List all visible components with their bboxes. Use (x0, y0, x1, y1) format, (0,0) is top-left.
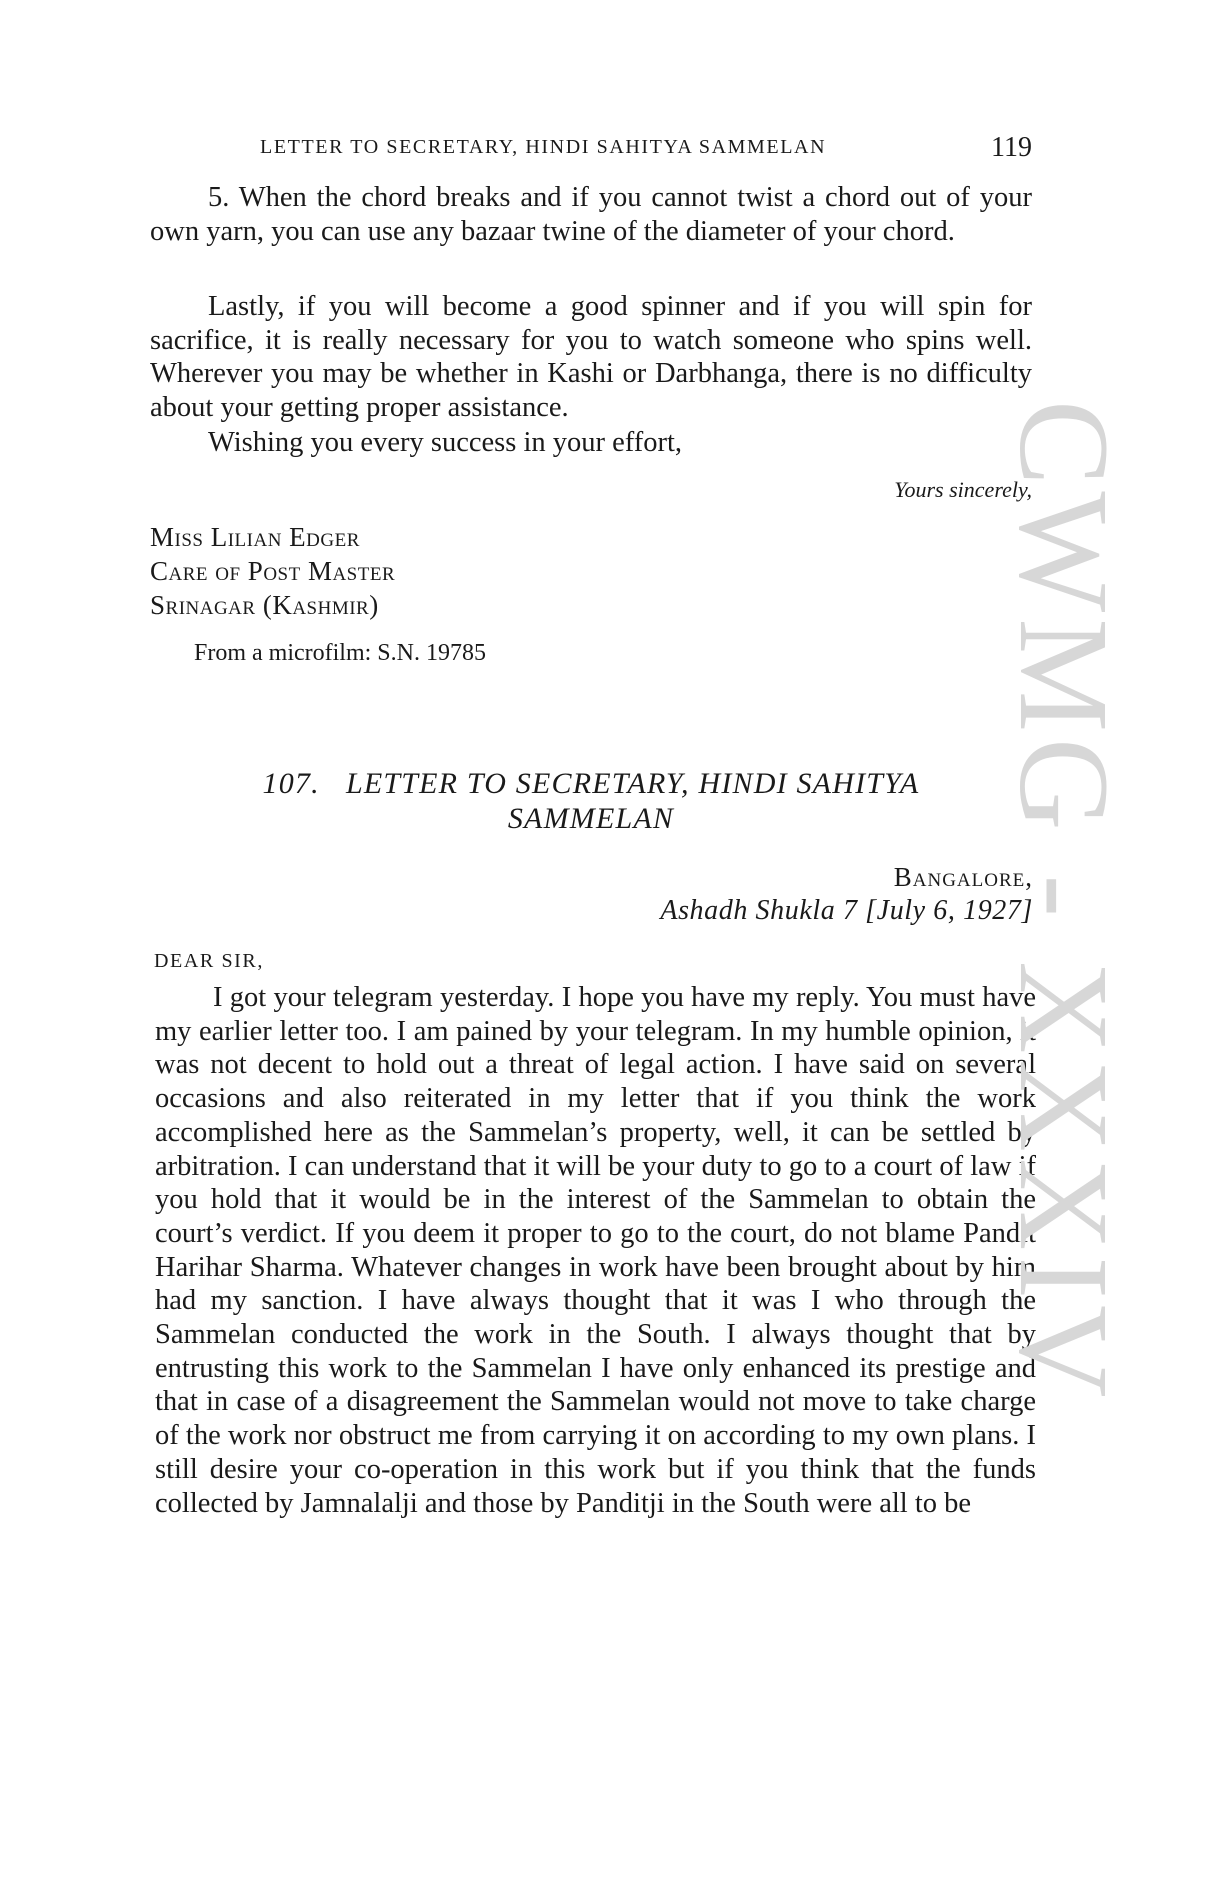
letter-title: LETTER TO SECRETARY, HINDI SAHITYA (345, 767, 920, 800)
address-line: Miss Lilian Edger (150, 522, 360, 552)
paragraph-text: Lastly, if you will become a good spinner and if you will spin for sacrifice, it is really necessary for you to watch someone who spins well. Wherever you may be whether in Kashi or Darbhanga, there is no difficulty about your getting proper assistance. (150, 291, 1032, 423)
letter-heading (150, 766, 1032, 836)
address-line: Care of Post Master (150, 556, 396, 586)
paragraph-wishing (150, 426, 1032, 460)
watermark-text: CWMG - XXXIV (993, 400, 1135, 1404)
paragraph-lastly (150, 290, 1032, 424)
letter-place: Bangalore, (893, 862, 1033, 892)
heading-line-2: SAMMELAN (507, 802, 675, 835)
paragraph-point-5 (150, 181, 1032, 248)
heading-line-1 (150, 766, 1032, 801)
recipient-address (150, 520, 395, 622)
letter-number: 107. (262, 767, 320, 800)
body-text: I got your telegram yesterday. I hope you have my reply. You must have my earlier letter too. I am pained by your telegram. In my humble opinion, it was not decent to hold out a threat of legal action. I have said on several occasions and also reiterated in my letter that if you think the work accomplished here as the Sammelan’s property, well, it can be settled by arbitration. I can understand that it will be your duty to go to a court of law if you hold that it would be in the interest of the Sammelan to obtain the court’s verdict. If you deem it proper to go to the court, do not blame Pandit Harihar Sharma. Whatever changes in work have been brought about by him had my sanction. I have always thought that it was I who through the Sammelan conducted the work in the South. I always thought that by entrusting this work to the Sammelan I have only enhanced its prestige and that in case of a disagreement the Sammelan would not move to take charge of the work nor obstruct me from carrying it on according to my own plans. I still desire your co-operation in this work but if you think that the funds collected by Jamnalalji and those by Panditji in the South were all to be (155, 982, 1036, 1519)
running-header (150, 132, 1032, 168)
paragraph-text: 5. When the chord breaks and if you cannot twist a chord out of your own yarn, you can use any bazaar twine of the diameter of your chord. (150, 182, 1032, 247)
closing-signoff: Yours sincerely, (894, 477, 1032, 502)
watermark (993, 400, 1135, 1500)
running-title: LETTER TO SECRETARY, HINDI SAHITYA SAMMELAN (260, 136, 827, 158)
paragraph-text: Wishing you every success in your effort, (208, 427, 683, 458)
letter-date: Ashadh Shukla 7 [July 6, 1927] (660, 895, 1033, 926)
page-number: 119 (991, 132, 1032, 163)
address-line: Srinagar (Kashmir) (150, 590, 379, 620)
source-note: From a microfilm: S.N. 19785 (194, 640, 486, 666)
letter-body (155, 981, 1036, 1520)
salutation: DEAR SIR, (154, 950, 264, 972)
